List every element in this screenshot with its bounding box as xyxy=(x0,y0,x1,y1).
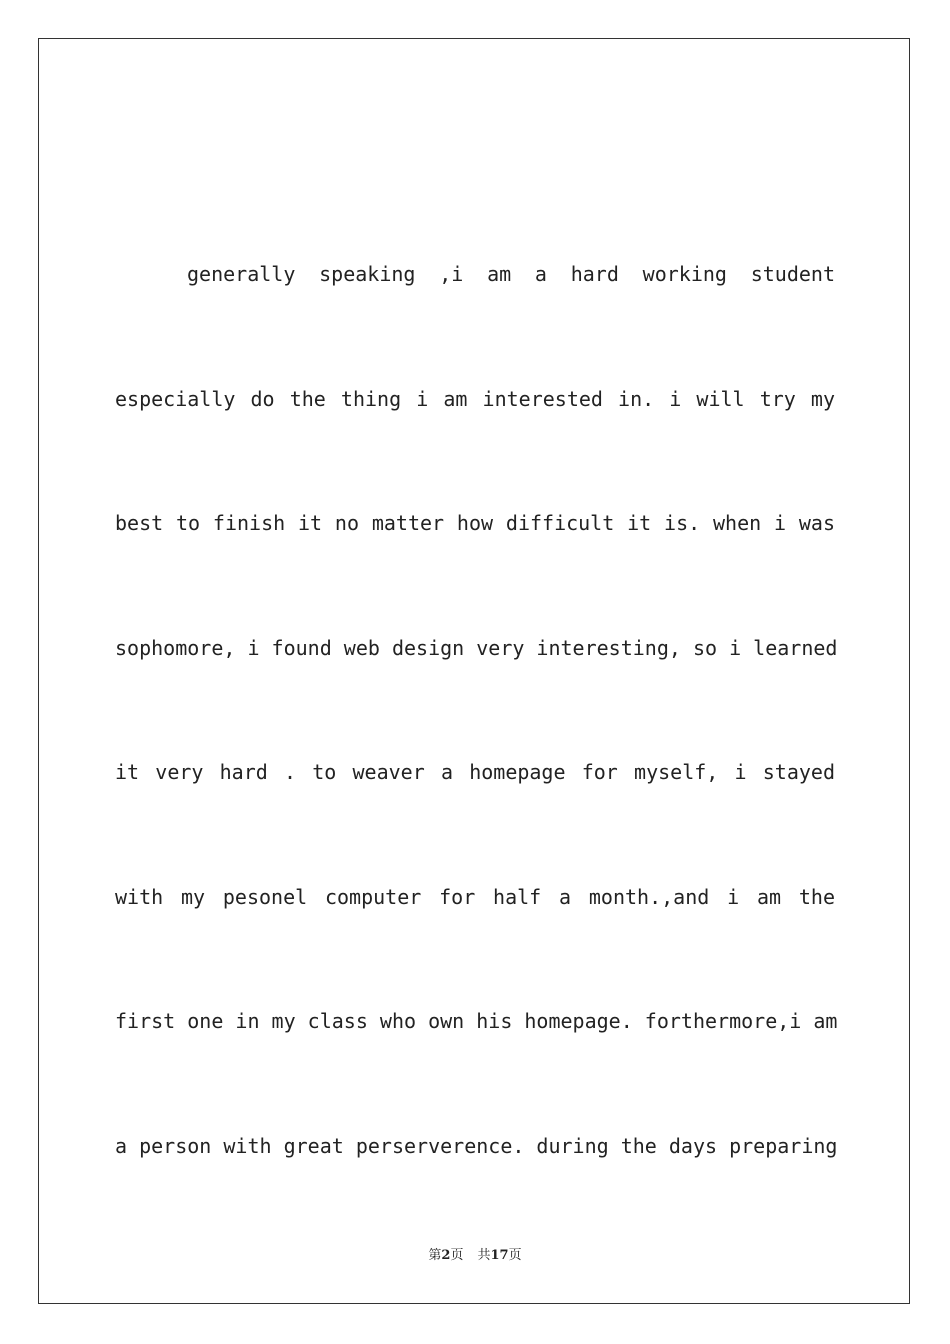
text-line: especially do the thing i am interested in. i will try my xyxy=(115,387,835,411)
text-line: it very hard . to weaver a homepage for myself, i stayed xyxy=(115,760,835,784)
text-line: best to finish it no matter how difficult it is. when i was xyxy=(115,511,835,535)
total-prefix: 共 xyxy=(477,1248,491,1263)
page-suffix: 页 xyxy=(450,1248,464,1263)
page-prefix: 第 xyxy=(428,1248,442,1263)
total-suffix: 页 xyxy=(508,1248,522,1263)
text-line: first one in my class who own his homepage. forthermore,i am xyxy=(115,1009,838,1033)
total-pages: 17 xyxy=(490,1248,509,1263)
text-line: generally speaking ,i am a hard working student xyxy=(187,262,835,286)
text-line: with my pesonel computer for half a month.,and i am the xyxy=(115,885,835,909)
text-line: a person with great perserverence. during the days preparing xyxy=(115,1134,838,1158)
text-line: sophomore, i found web design very interesting, so i learned xyxy=(115,636,838,660)
page-footer xyxy=(0,1246,950,1266)
page-frame xyxy=(38,38,910,1304)
page-number: 2 xyxy=(441,1248,451,1263)
